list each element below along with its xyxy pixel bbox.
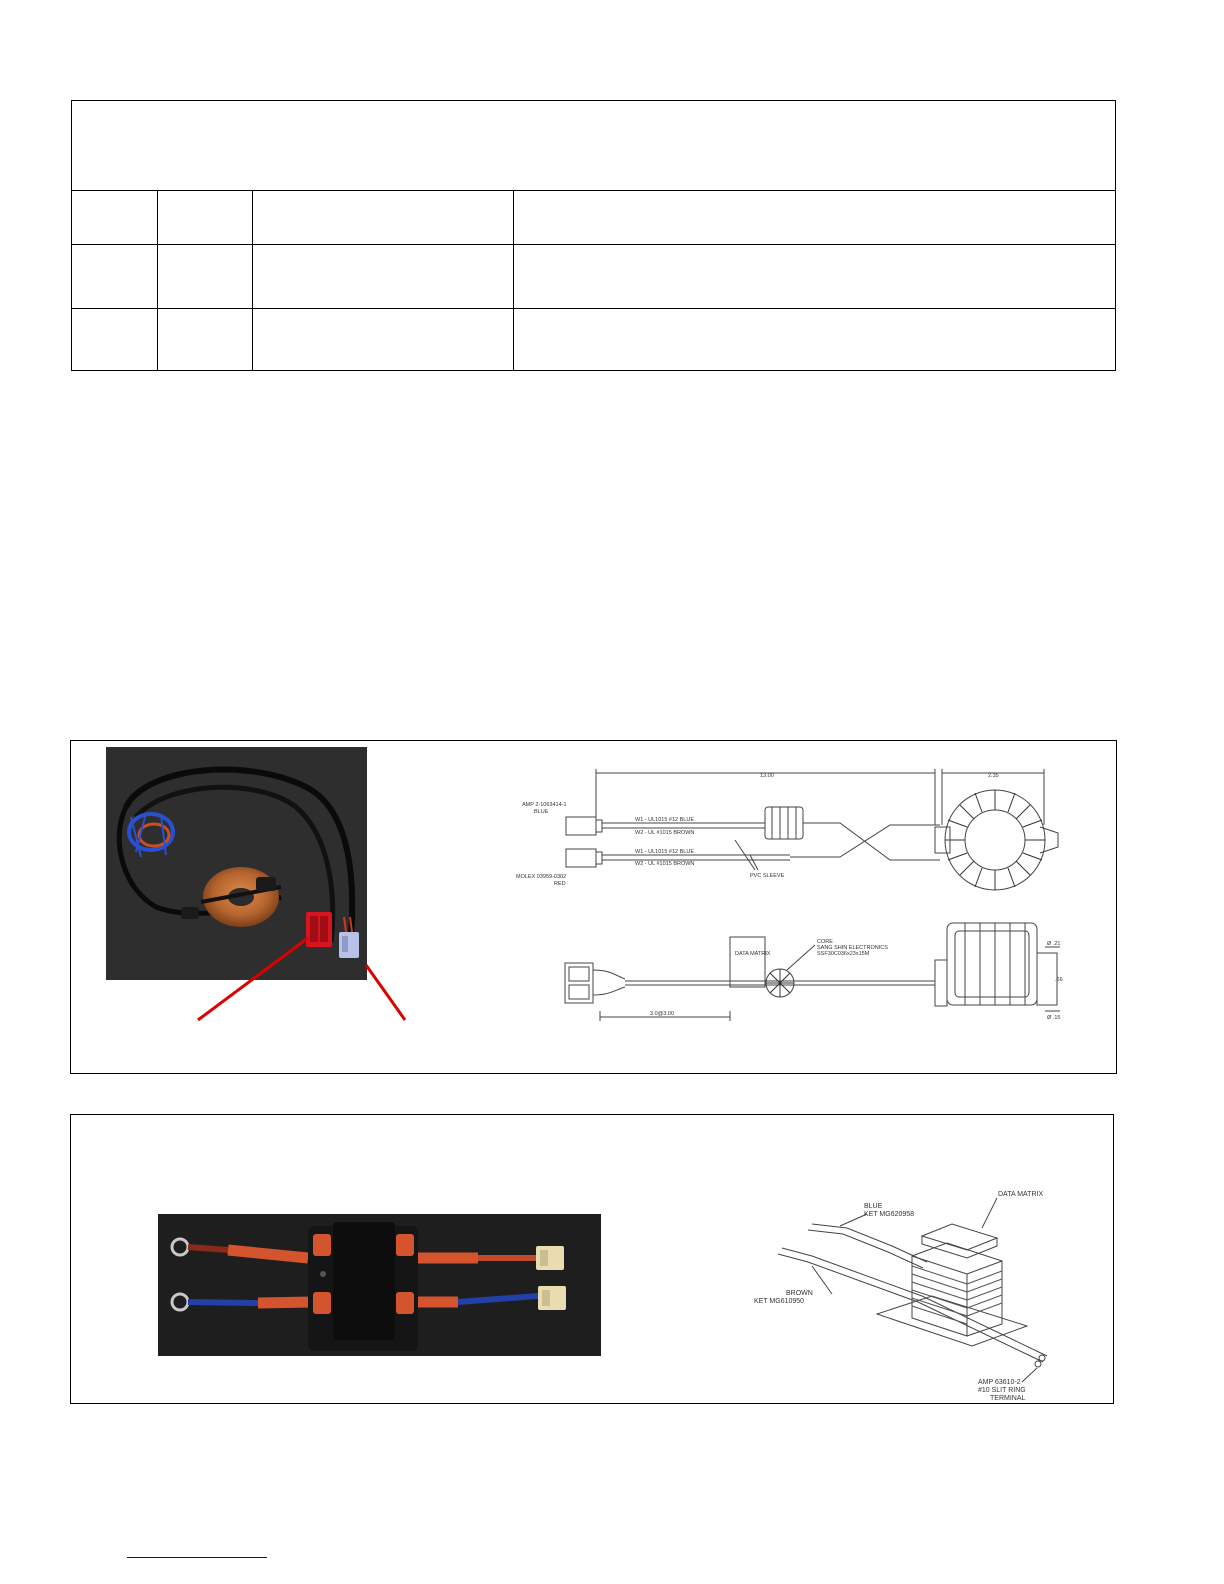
table-cell	[253, 245, 513, 308]
connector-1-color: BLUE	[534, 809, 549, 815]
core-maker-label: SANG SHIN ELECTRONICS	[817, 945, 888, 951]
wire-label: W1 - UL1015 #12 BLUE	[635, 849, 695, 855]
inductor-photo-svg	[158, 1214, 601, 1356]
dim-length-label: 3.0@3.00	[650, 1011, 674, 1017]
arrow-red-connector	[198, 938, 308, 1020]
terminal-label: AMP 63610-2	[978, 1379, 1021, 1386]
wire-label: W2 - UL #1015 BROWN	[635, 830, 695, 836]
connector-1-label: AMP 2-1063414-1	[522, 802, 567, 808]
table-cell	[514, 309, 1114, 370]
dim-length-label: 13.00	[760, 773, 774, 779]
table-header-cell	[253, 191, 513, 244]
dim-dia-2-label: Ø .15	[1047, 1015, 1061, 1021]
blue-wire-part: KET MG620958	[864, 1211, 915, 1218]
sleeve-label: PVC SLEEVE	[750, 873, 785, 879]
table-header-cell	[514, 191, 1114, 244]
blue-wire-label: BLUE	[864, 1203, 883, 1210]
table-cell	[514, 245, 1114, 308]
table-cell	[72, 309, 157, 370]
footer-link[interactable]	[127, 1557, 267, 1558]
dim-mid-label: .66	[1055, 977, 1063, 983]
harness-drawing-bottom	[555, 915, 1080, 1025]
core-label: CORE	[817, 939, 833, 945]
core-part-label: SSF30C036x23x15M	[817, 951, 870, 957]
table-cell	[253, 309, 513, 370]
table-header-cell	[158, 191, 252, 244]
inductor-drawing	[752, 1186, 1062, 1404]
inductor-photo	[158, 1214, 601, 1356]
connector-2-color: RED	[554, 881, 566, 887]
data-matrix-label: DATA MATRIX	[998, 1191, 1044, 1198]
dim-dia-1-label: Ø .21	[1047, 941, 1061, 947]
brown-wire-part: KET MG610950	[754, 1298, 805, 1305]
spec-table	[71, 100, 1116, 371]
wire-label: W1 - UL1015 #12 BLUE	[635, 817, 695, 823]
connector-2-label: MOLEX 03959-0302	[516, 874, 567, 880]
table-cell	[72, 245, 157, 308]
terminal-desc: #10 SLIT RING	[978, 1387, 1026, 1394]
table-cell	[158, 309, 252, 370]
wire-label: W2 - UL #1015 BROWN	[635, 861, 695, 867]
table-cell	[158, 245, 252, 308]
data-matrix-label: DATA MATRIX	[735, 951, 771, 957]
table-header-cell	[72, 191, 157, 244]
table-title	[72, 101, 1114, 191]
harness-drawing-top	[510, 765, 1090, 895]
terminal-type: TERMINAL	[990, 1395, 1026, 1402]
annotation-arrows	[190, 930, 420, 1025]
dim-width-label: 2.35	[988, 773, 999, 779]
brown-wire-label: BROWN	[786, 1290, 813, 1297]
arrow-blue-connector	[366, 965, 405, 1020]
